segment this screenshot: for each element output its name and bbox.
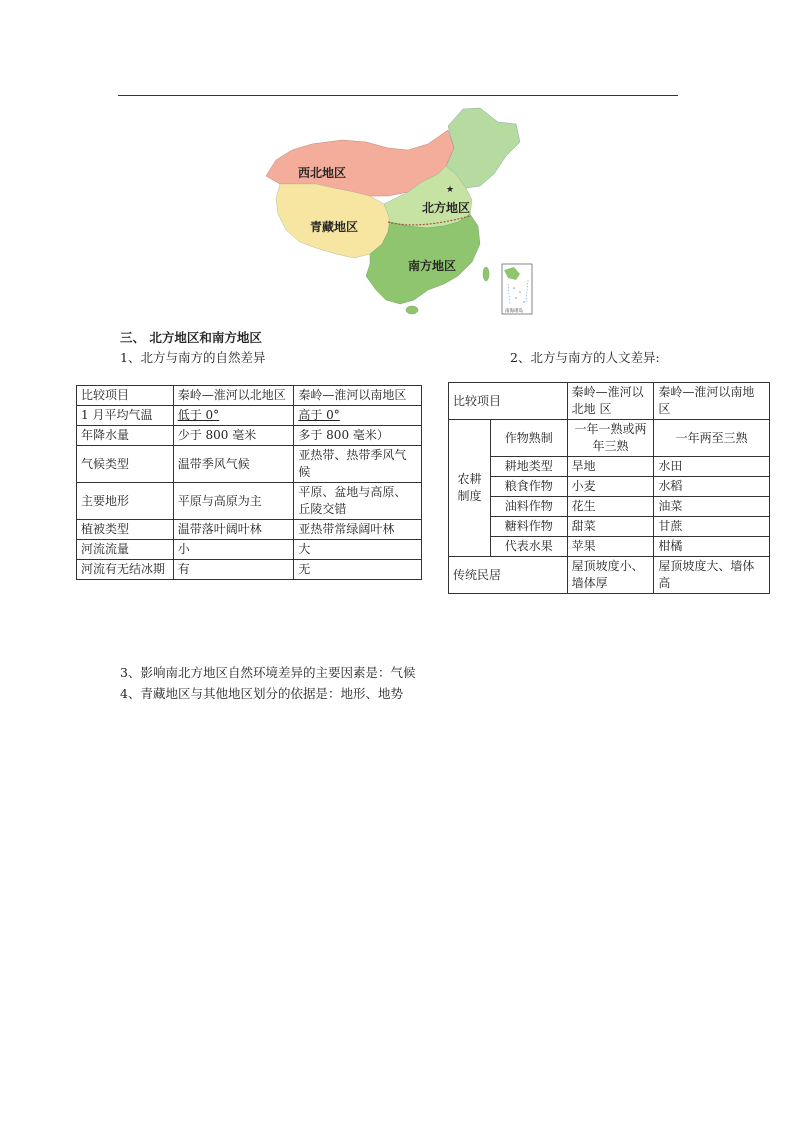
table-cell: 水稻 xyxy=(654,477,770,497)
hainan-island xyxy=(406,306,418,314)
table-row xyxy=(449,420,770,457)
table-cell: 作物熟制 xyxy=(490,420,567,457)
table-row xyxy=(449,457,770,477)
table-cell: 代表水果 xyxy=(490,537,567,557)
table-row xyxy=(449,537,770,557)
table-cell: 秦岭—淮河以南地区 xyxy=(654,383,770,420)
table-row xyxy=(77,520,422,540)
table-row xyxy=(77,540,422,560)
cell-value: 高于 0° xyxy=(298,408,340,422)
top-rule xyxy=(118,95,678,96)
table-cell: 无 xyxy=(294,560,422,580)
table-cell: 耕地类型 xyxy=(490,457,567,477)
table-cell: 甜菜 xyxy=(567,517,654,537)
table-header-row xyxy=(449,383,770,420)
table-cell: 亚热带、热带季风气候 xyxy=(294,446,422,483)
section-title: 三、 北方地区和南方地区 xyxy=(120,330,262,345)
table-cell: 平原与高原为主 xyxy=(173,483,294,520)
table-cell: 甘蔗 xyxy=(654,517,770,537)
table-row xyxy=(449,517,770,537)
natural-differences-table xyxy=(76,385,422,580)
table-cell: 亚热带常绿阔叶林 xyxy=(294,520,422,540)
inset-label: 南海诸岛 xyxy=(505,309,523,314)
label-qingzang: 青藏地区 xyxy=(310,220,359,234)
table-cell: 糖料作物 xyxy=(490,517,567,537)
table-row xyxy=(77,406,422,426)
subtitle-natural: 1、北方与南方的自然差异 xyxy=(120,350,266,365)
table-cell: 苹果 xyxy=(567,537,654,557)
table-cell: 比较项目 xyxy=(449,383,568,420)
table-cell: 平原、盆地与高原、丘陵交错 xyxy=(294,483,422,520)
table-cell: 油菜 xyxy=(654,497,770,517)
table-cell: 比较项目 xyxy=(77,386,174,406)
table-cell: 1 月平均气温 xyxy=(77,406,174,426)
table-cell: 温带季风气候 xyxy=(173,446,294,483)
table-cell xyxy=(173,406,294,426)
table-cell: 河流流量 xyxy=(77,540,174,560)
table-cell: 河流有无结冰期 xyxy=(77,560,174,580)
table-row xyxy=(77,446,422,483)
note-3: 3、影响南北方地区自然环境差异的主要因素是：气候 xyxy=(120,665,416,680)
table-cell: 粮食作物 xyxy=(490,477,567,497)
table-cell: 小麦 xyxy=(567,477,654,497)
table-cell xyxy=(294,406,422,426)
table-cell: 旱地 xyxy=(567,457,654,477)
table-cell: 秦岭—淮河以南地区 xyxy=(294,386,422,406)
table-cell: 水田 xyxy=(654,457,770,477)
table-cell: 屋顶坡度大、墙体高 xyxy=(654,557,770,594)
table-cell: 少于 800 毫米 xyxy=(173,426,294,446)
note-4: 4、青藏地区与其他地区划分的依据是：地形、地势 xyxy=(120,686,403,701)
table-cell: 主要地形 xyxy=(77,483,174,520)
label-north: 北方地区 xyxy=(422,201,471,215)
table-cell: 油料作物 xyxy=(490,497,567,517)
table-row xyxy=(77,560,422,580)
table-row xyxy=(77,483,422,520)
capital-star-icon: ★ xyxy=(446,185,455,195)
table-header-row xyxy=(77,386,422,406)
table-cell: 传统民居 xyxy=(449,557,568,594)
subtitle-human: 2、北方与南方的人文差异: xyxy=(510,350,660,365)
table-cell: 花生 xyxy=(567,497,654,517)
china-regions-map xyxy=(258,104,536,318)
table-cell: 多于 800 毫米） xyxy=(294,426,422,446)
table-cell: 年降水量 xyxy=(77,426,174,446)
table-cell: 温带落叶阔叶林 xyxy=(173,520,294,540)
table-cell: 秦岭—淮河以北地区 xyxy=(173,386,294,406)
table-cell: 大 xyxy=(294,540,422,560)
label-south: 南方地区 xyxy=(408,259,457,273)
group-label-cell: 农耕制度 xyxy=(449,420,491,557)
table-cell: 秦岭—淮河以北地 区 xyxy=(567,383,654,420)
human-differences-table xyxy=(448,382,770,594)
table-row xyxy=(77,426,422,446)
table-row xyxy=(449,497,770,517)
table-row xyxy=(449,477,770,497)
label-northwest: 西北地区 xyxy=(298,166,347,180)
cell-value: 低于 0° xyxy=(177,408,220,422)
table-cell: 一年两至三熟 xyxy=(654,420,770,457)
table-cell: 植被类型 xyxy=(77,520,174,540)
table-cell: 气候类型 xyxy=(77,446,174,483)
table-cell: 有 xyxy=(173,560,294,580)
taiwan-island xyxy=(483,267,489,281)
table-cell: 柑橘 xyxy=(654,537,770,557)
table-cell: 小 xyxy=(173,540,294,560)
table-row xyxy=(449,557,770,594)
table-cell: 屋顶坡度小、墙体厚 xyxy=(567,557,654,594)
table-cell: 一年一熟或两年三熟 xyxy=(567,420,654,457)
